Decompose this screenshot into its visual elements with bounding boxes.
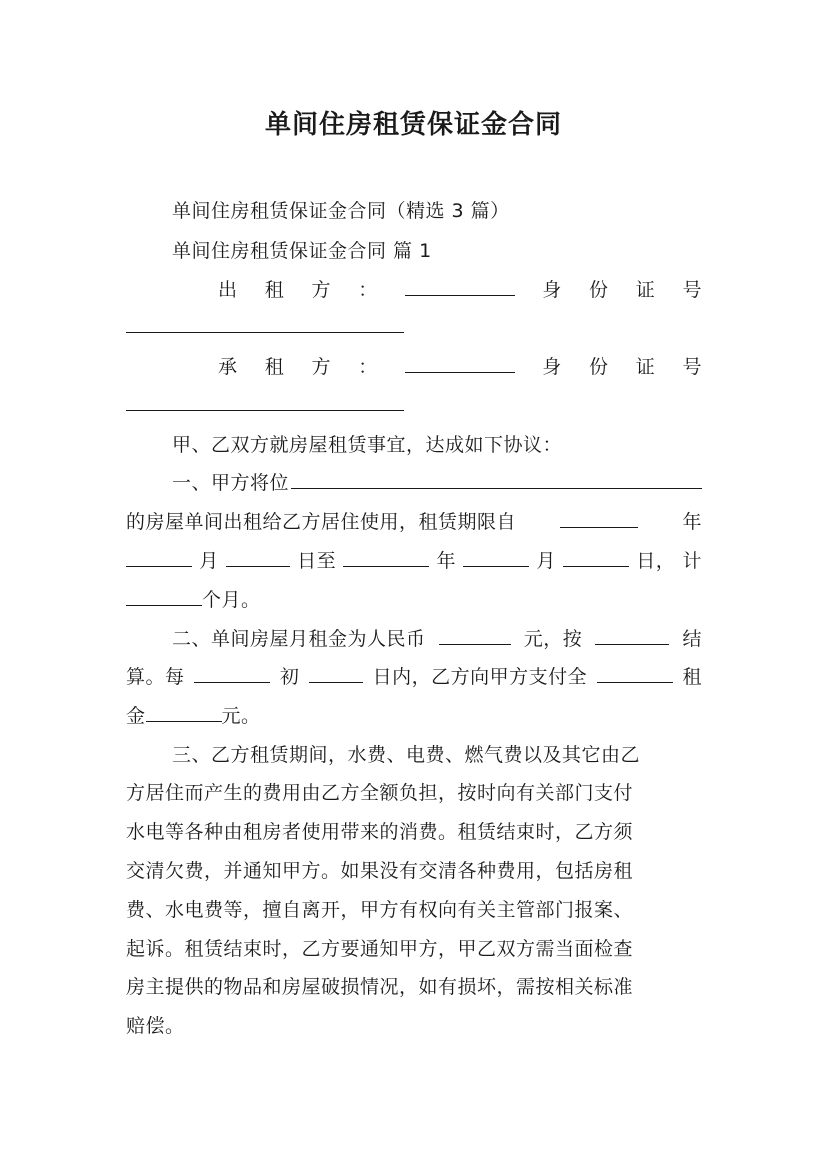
- yuan-an-label: 元，按: [523, 628, 583, 650]
- clause1-lead: 一、甲方将位: [172, 472, 290, 494]
- settlement-period-blank: [595, 626, 669, 645]
- clause2-lead: 二、单间房屋月租金为人民币: [172, 628, 426, 650]
- clause1-line4: [126, 587, 702, 613]
- clause1-line2: [126, 509, 702, 535]
- rent-amount-blank: [146, 703, 222, 722]
- clause3-line: 房主提供的物品和房屋破损情况，如有损坏，需按相关标准: [126, 976, 634, 998]
- clause3-line: 三、乙方租赁期间，水费、电费、燃气费以及其它由乙: [172, 744, 641, 766]
- end-month-blank: [463, 548, 529, 567]
- start-day-blank: [226, 548, 290, 567]
- lessee-line: [218, 354, 702, 380]
- lessee-char: ：: [358, 356, 378, 378]
- jin-label: 金: [126, 705, 146, 727]
- clause3-line: 起诉。租赁结束时，乙方要通知甲方，甲乙双方需当面检查: [126, 938, 634, 960]
- month-label: 月: [536, 550, 556, 572]
- lessor-char: ：: [358, 279, 378, 301]
- lessor-char: 租: [264, 279, 285, 301]
- clause2-line1: [172, 626, 702, 652]
- jie-label: 结: [682, 628, 702, 650]
- year-label: 年: [436, 550, 456, 572]
- lessee-char: 租: [264, 356, 285, 378]
- lessee-id-char: 号: [682, 356, 702, 378]
- clause3-line: 费、水电费等，擅自离开，甲方有权向有关主管部门报案、: [126, 899, 634, 921]
- lessee-id-char: 份: [588, 356, 609, 378]
- period-blank: [194, 664, 270, 683]
- lessor-char: 方: [311, 279, 332, 301]
- zu-label: 租: [682, 666, 702, 688]
- document-title: 单间住房租赁保证金合同: [264, 110, 562, 140]
- months-blank: [126, 587, 202, 606]
- day-total-label: 日，: [636, 550, 676, 572]
- clause3-line: 方居住而产生的费用由乙方全额负担，按时向有关部门支付: [126, 782, 634, 804]
- lessee-id-blank: [126, 410, 404, 411]
- clause3-line: 水电等各种由租房者使用带来的消费。租赁结束时，乙方须: [126, 821, 634, 843]
- subtitle: 单间住房租赁保证金合同（精选 3 篇）: [172, 200, 510, 222]
- suan-mei-label: 算。每: [126, 666, 185, 688]
- year-label: 年: [682, 511, 702, 533]
- lessor-id-char: 证: [635, 279, 656, 301]
- lessor-id-char: 号: [682, 279, 702, 301]
- lessor-name-blank: [405, 277, 515, 296]
- monthly-rent-blank: [439, 626, 511, 645]
- start-year-blank: [560, 509, 638, 528]
- end-year-blank: [343, 548, 429, 567]
- clause3-line: 赔偿。: [126, 1015, 185, 1037]
- yuan-end-label: 元。: [221, 705, 261, 727]
- clause1-line1: [172, 470, 702, 496]
- start-month-blank: [126, 548, 192, 567]
- clause1-text: 的房屋单间出租给乙方居住使用，租赁期限自: [126, 511, 517, 533]
- month-label: 月: [199, 550, 219, 572]
- address-blank: [291, 470, 702, 489]
- clause3-line: 交清欠费，并通知甲方。如果没有交清各种费用，包括房租: [126, 860, 634, 882]
- lessee-id-char: 证: [635, 356, 656, 378]
- lessor-line: [218, 277, 702, 303]
- lessor-id-char: 身: [542, 279, 562, 301]
- ji-label: 计: [682, 550, 702, 572]
- lessor-id-char: 份: [588, 279, 609, 301]
- chu-label: 初: [279, 666, 300, 688]
- lessee-char: 方: [311, 356, 332, 378]
- clause2-line2: [126, 664, 702, 690]
- section-heading: 单间住房租赁保证金合同 篇 1: [172, 240, 432, 262]
- lessee-name-blank: [405, 354, 515, 373]
- lessee-id-char: 身: [542, 356, 562, 378]
- lessee-char: 承: [218, 356, 238, 378]
- full-period-blank: [597, 664, 673, 683]
- days-blank: [309, 664, 363, 683]
- lessor-id-blank: [126, 332, 404, 333]
- clause2-line3: [126, 703, 702, 729]
- lessor-char: 出: [218, 279, 238, 301]
- end-day-blank: [563, 548, 629, 567]
- day-to-label: 日至: [297, 550, 337, 572]
- intro-paragraph: 甲、乙双方就房屋租赁事宜，达成如下协议：: [172, 434, 563, 456]
- clause1-line3: [126, 548, 702, 574]
- pay-text: 日内，乙方向甲方支付全: [372, 666, 588, 688]
- months-label: 个月。: [202, 589, 261, 611]
